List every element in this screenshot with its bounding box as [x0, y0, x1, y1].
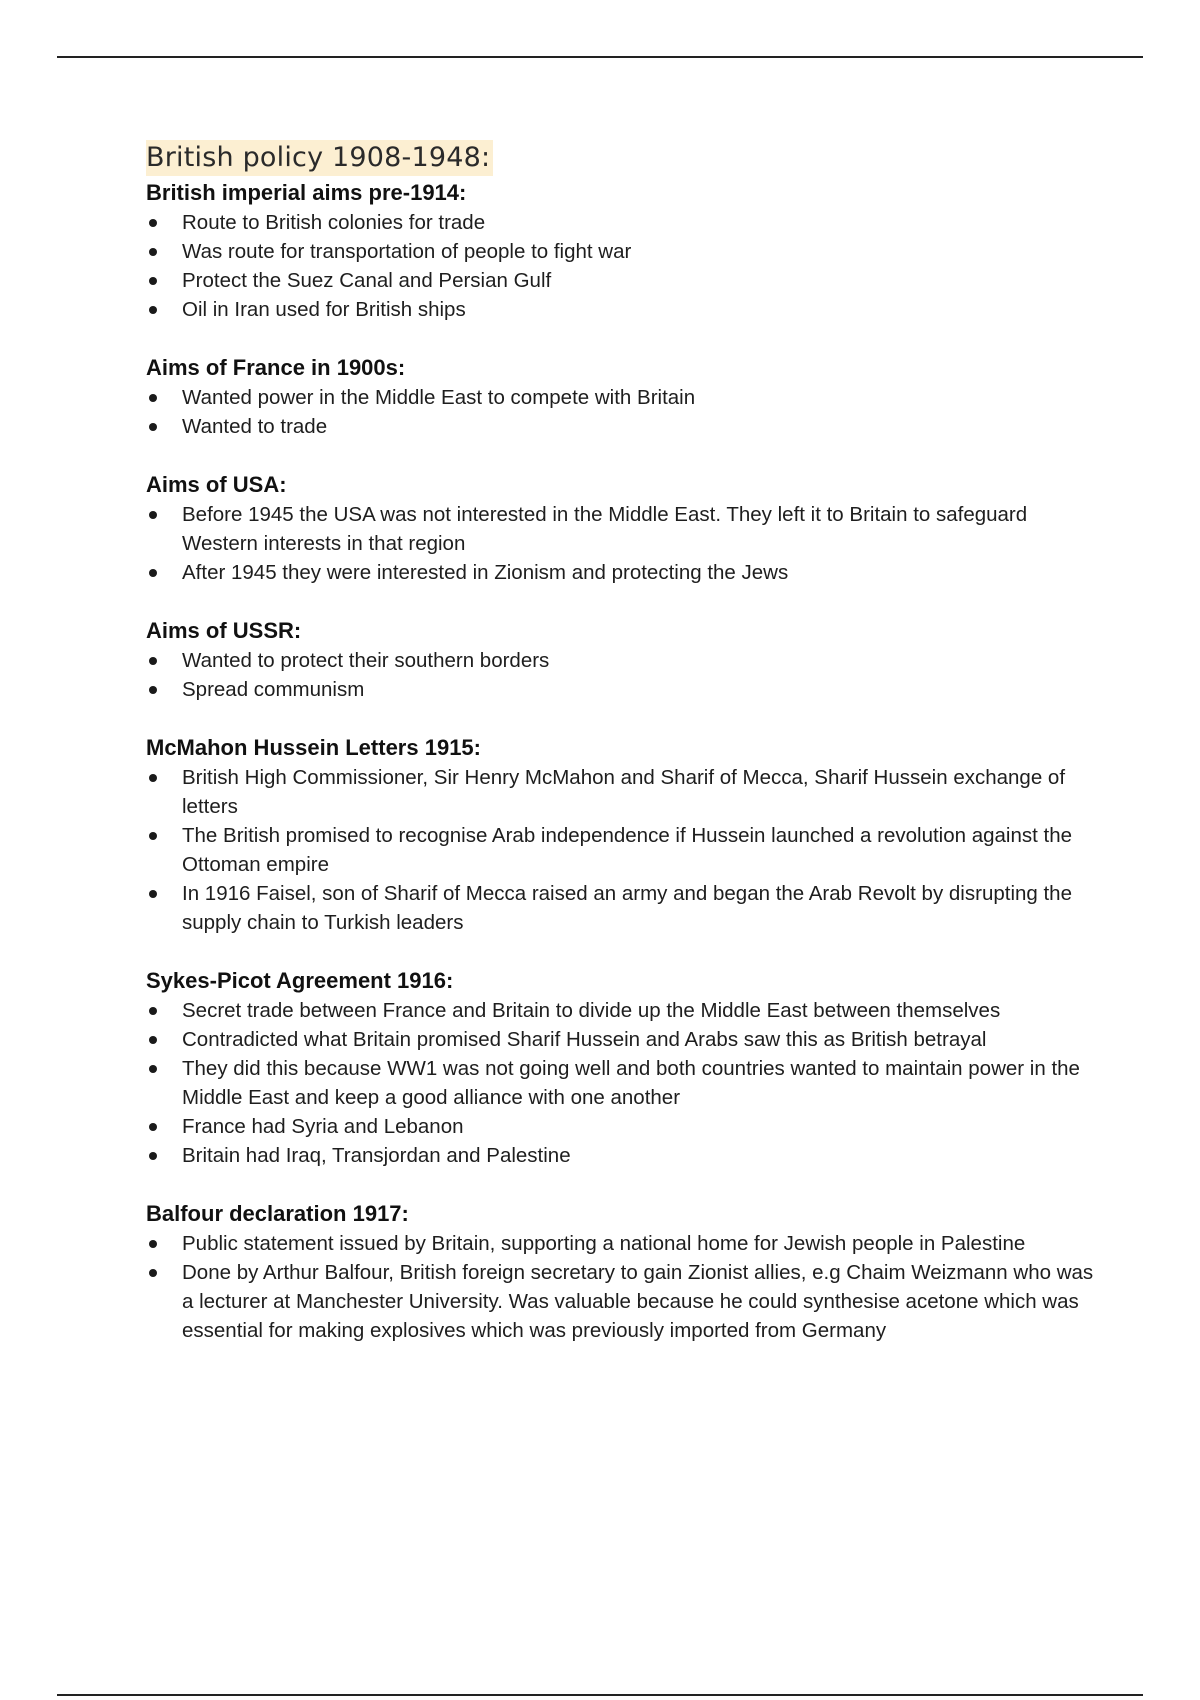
list-item-text: Secret trade between France and Britain to divide up the Middle East between themselves — [182, 999, 1001, 1022]
bullet-list — [146, 208, 1106, 324]
list-item — [146, 821, 1106, 879]
list-item — [146, 1025, 1106, 1054]
bullet-icon — [149, 277, 157, 285]
section-sykes-picot-agreement — [146, 966, 1106, 1170]
list-item-text: France had Syria and Lebanon — [182, 1115, 464, 1138]
bullet-list — [146, 500, 1106, 587]
bullet-icon — [149, 248, 157, 256]
section-aims-of-usa — [146, 470, 1106, 587]
top-divider — [57, 56, 1143, 58]
list-item — [146, 383, 1106, 412]
bullet-icon — [149, 1152, 157, 1160]
list-item — [146, 1054, 1106, 1112]
bullet-icon — [149, 657, 157, 665]
bullet-icon — [149, 1007, 157, 1015]
bullet-icon — [149, 890, 157, 898]
section-heading: Aims of USSR: — [146, 618, 302, 643]
bullet-icon — [149, 394, 157, 402]
bullet-icon — [149, 1123, 157, 1131]
list-item-text: Wanted power in the Middle East to compete with Britain — [182, 386, 696, 409]
bullet-icon — [149, 1036, 157, 1044]
page-title: British policy 1908-1948: — [146, 140, 493, 176]
list-item — [146, 237, 1106, 266]
list-item-text: Done by Arthur Balfour, British foreign secretary to gain Zionist allies, e.g Chaim Weizmann who was a lecturer at Manchester University. Was valuable because he could synthesise acetone which was essential for making explosives which was previously imported from Germany — [182, 1261, 1094, 1342]
list-item-text: Wanted to trade — [182, 415, 328, 438]
list-item — [146, 996, 1106, 1025]
bullet-icon — [149, 511, 157, 519]
bullet-icon — [149, 306, 157, 314]
list-item-text: Spread communism — [182, 678, 365, 701]
section-heading: British imperial aims pre-1914: — [146, 180, 467, 205]
bullet-icon — [149, 569, 157, 577]
list-item — [146, 646, 1106, 675]
list-item — [146, 763, 1106, 821]
list-item — [146, 266, 1106, 295]
list-item-text: Wanted to protect their southern borders — [182, 649, 550, 672]
list-item — [146, 1112, 1106, 1141]
list-item — [146, 208, 1106, 237]
list-item-text: Protect the Suez Canal and Persian Gulf — [182, 269, 552, 292]
section-mcmahon-hussein-letters — [146, 733, 1106, 937]
document-body — [146, 140, 1106, 1374]
list-item-text: Before 1945 the USA was not interested in the Middle East. They left it to Britain to safeguard Western interests in that region — [182, 503, 1028, 555]
list-item-text: Britain had Iraq, Transjordan and Palestine — [182, 1144, 571, 1167]
bottom-divider — [57, 1694, 1143, 1696]
section-heading: Sykes-Picot Agreement 1916: — [146, 968, 454, 993]
list-item-text: Public statement issued by Britain, supporting a national home for Jewish people in Palestine — [182, 1232, 1026, 1255]
section-british-imperial-aims — [146, 178, 1106, 324]
list-item — [146, 1258, 1106, 1345]
bullet-icon — [149, 686, 157, 694]
bullet-list — [146, 996, 1106, 1170]
list-item — [146, 1229, 1106, 1258]
list-item-text: They did this because WW1 was not going well and both countries wanted to maintain power in the Middle East and keep a good alliance with one another — [182, 1057, 1080, 1109]
section-heading: Aims of France in 1900s: — [146, 355, 406, 380]
section-heading: McMahon Hussein Letters 1915: — [146, 735, 481, 760]
list-item-text: Was route for transportation of people to fight war — [182, 240, 632, 263]
list-item-text: In 1916 Faisel, son of Sharif of Mecca raised an army and began the Arab Revolt by disrupting the supply chain to Turkish leaders — [182, 882, 1072, 934]
list-item — [146, 1141, 1106, 1170]
list-item — [146, 500, 1106, 558]
bullet-icon — [149, 1269, 157, 1277]
list-item-text: After 1945 they were interested in Zionism and protecting the Jews — [182, 561, 789, 584]
bullet-icon — [149, 1240, 157, 1248]
list-item — [146, 675, 1106, 704]
bullet-list — [146, 763, 1106, 937]
list-item-text: British High Commissioner, Sir Henry McMahon and Sharif of Mecca, Sharif Hussein exchange of letters — [182, 766, 1066, 818]
bullet-icon — [149, 832, 157, 840]
list-item — [146, 879, 1106, 937]
bullet-icon — [149, 774, 157, 782]
section-heading: Balfour declaration 1917: — [146, 1201, 409, 1226]
list-item — [146, 295, 1106, 324]
section-heading: Aims of USA: — [146, 472, 287, 497]
section-aims-of-ussr — [146, 616, 1106, 704]
list-item — [146, 412, 1106, 441]
bullet-icon — [149, 1065, 157, 1073]
bullet-icon — [149, 423, 157, 431]
list-item-text: Oil in Iran used for British ships — [182, 298, 466, 321]
section-balfour-declaration — [146, 1199, 1106, 1345]
bullet-list — [146, 383, 1106, 441]
section-aims-of-france — [146, 353, 1106, 441]
list-item-text: Contradicted what Britain promised Sharif Hussein and Arabs saw this as British betrayal — [182, 1028, 987, 1051]
bullet-list — [146, 1229, 1106, 1345]
bullet-icon — [149, 219, 157, 227]
list-item-text: The British promised to recognise Arab independence if Hussein launched a revolution against the Ottoman empire — [182, 824, 1073, 876]
list-item-text: Route to British colonies for trade — [182, 211, 486, 234]
bullet-list — [146, 646, 1106, 704]
list-item — [146, 558, 1106, 587]
